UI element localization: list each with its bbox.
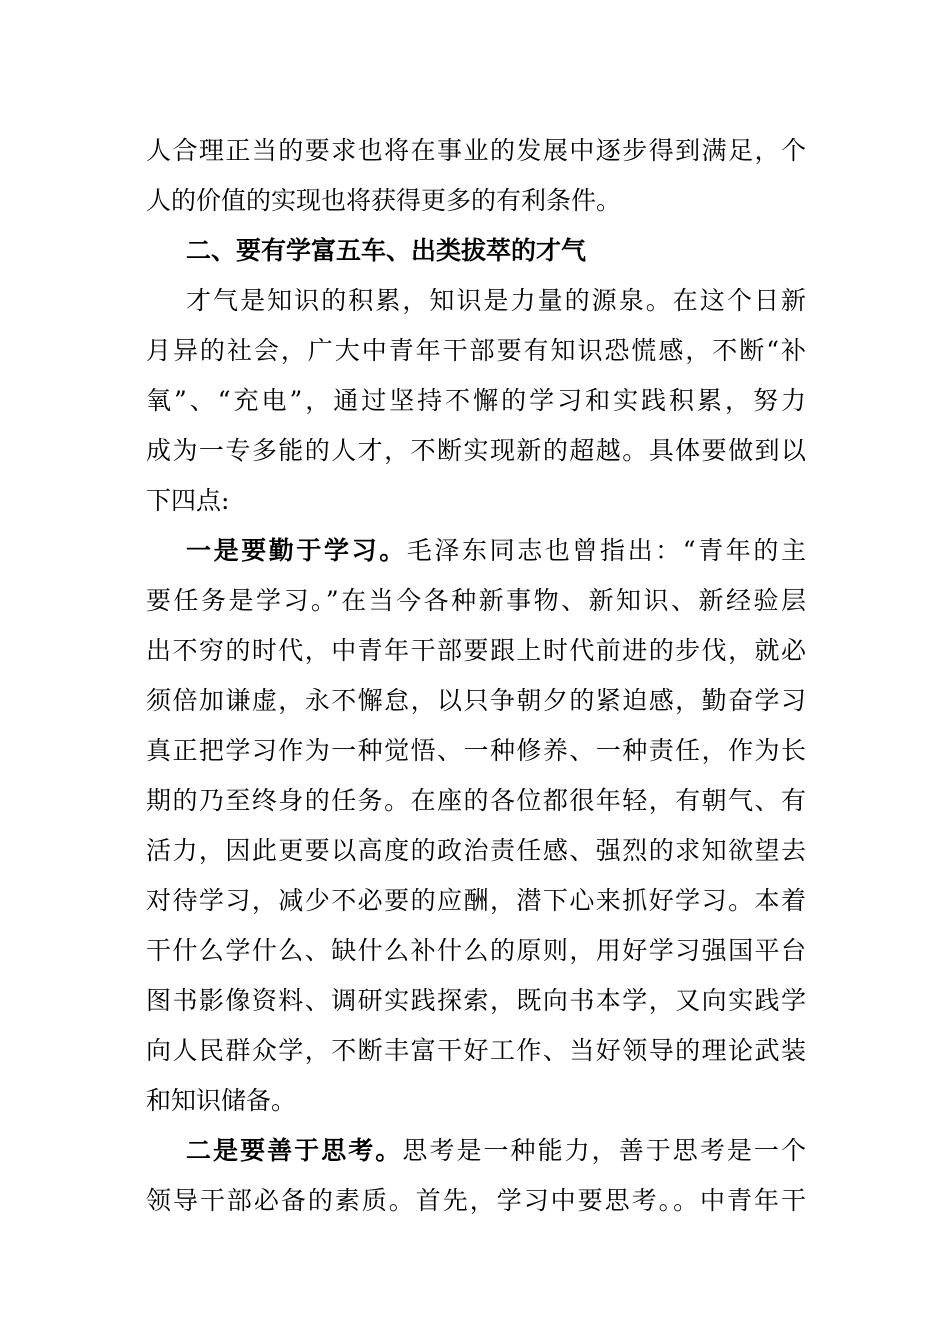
- text-line: 对待学习，减少不必要的应酬，潜下心来抓好学习。本着: [146, 886, 806, 915]
- section-heading: 二、要有学富五车、出类拔萃的才气: [186, 236, 587, 265]
- text-line: 真正把学习作为一种觉悟、一种修养、一种责任，作为长: [146, 736, 806, 765]
- text-line: 图书影像资料、调研实践探索，既向书本学，又向实践学: [146, 986, 806, 1015]
- paragraph-first-line: [186, 1126, 806, 1176]
- text-line: 人合理正当的要求也将在事业的发展中逐步得到满足，个: [146, 136, 806, 165]
- text-line: 出不穷的时代，中青年干部要跟上时代前进的步伐，就必: [146, 636, 806, 665]
- text-line: 领导干部必备的素质。首先，学习中要思考。。中青年干: [146, 1186, 806, 1215]
- text-line: 期的乃至终身的任务。在座的各位都很年轻，有朝气、有: [146, 786, 806, 815]
- text-line: 向人民群众学，不断丰富干好工作、当好领导的理论武装: [146, 1036, 806, 1065]
- text-line: 活力，因此更要以高度的政治责任感、强烈的求知欲望去: [146, 836, 806, 865]
- text-line: 月异的社会，广大中青年干部要有知识恐慌感，不断“补: [146, 336, 806, 365]
- text-line: 和知识储备。: [146, 1086, 297, 1115]
- paragraph-text: 毛泽东同志也曾指出：“青年的主: [406, 536, 806, 565]
- text-line: 干什么学什么、缺什么补什么的原则，用好学习强国平台: [146, 936, 806, 965]
- text-line: 成为一专多能的人才，不断实现新的超越。具体要做到以: [146, 436, 806, 465]
- text-line: 下四点:: [146, 486, 230, 515]
- text-line: 须倍加谦虚，永不懈怠，以只争朝夕的紧迫感，勤奋学习: [146, 686, 806, 715]
- paragraph-text: 思考是一种能力，善于思考是一个: [402, 1136, 806, 1165]
- text-line: 才气是知识的积累，知识是力量的源泉。在这个日新: [186, 286, 806, 315]
- text-line: 要任务是学习。”在当今各种新事物、新知识、新经验层: [146, 586, 806, 615]
- text-line: 氧”、“充电”，通过坚持不懈的学习和实践积累，努力: [146, 386, 806, 415]
- paragraph-lead: 一是要勤于学习。: [186, 536, 407, 565]
- paragraph-first-line: [186, 526, 806, 576]
- text-line: 人的价值的实现也将获得更多的有利条件。: [146, 186, 622, 215]
- paragraph-lead: 二是要善于思考。: [186, 1136, 403, 1165]
